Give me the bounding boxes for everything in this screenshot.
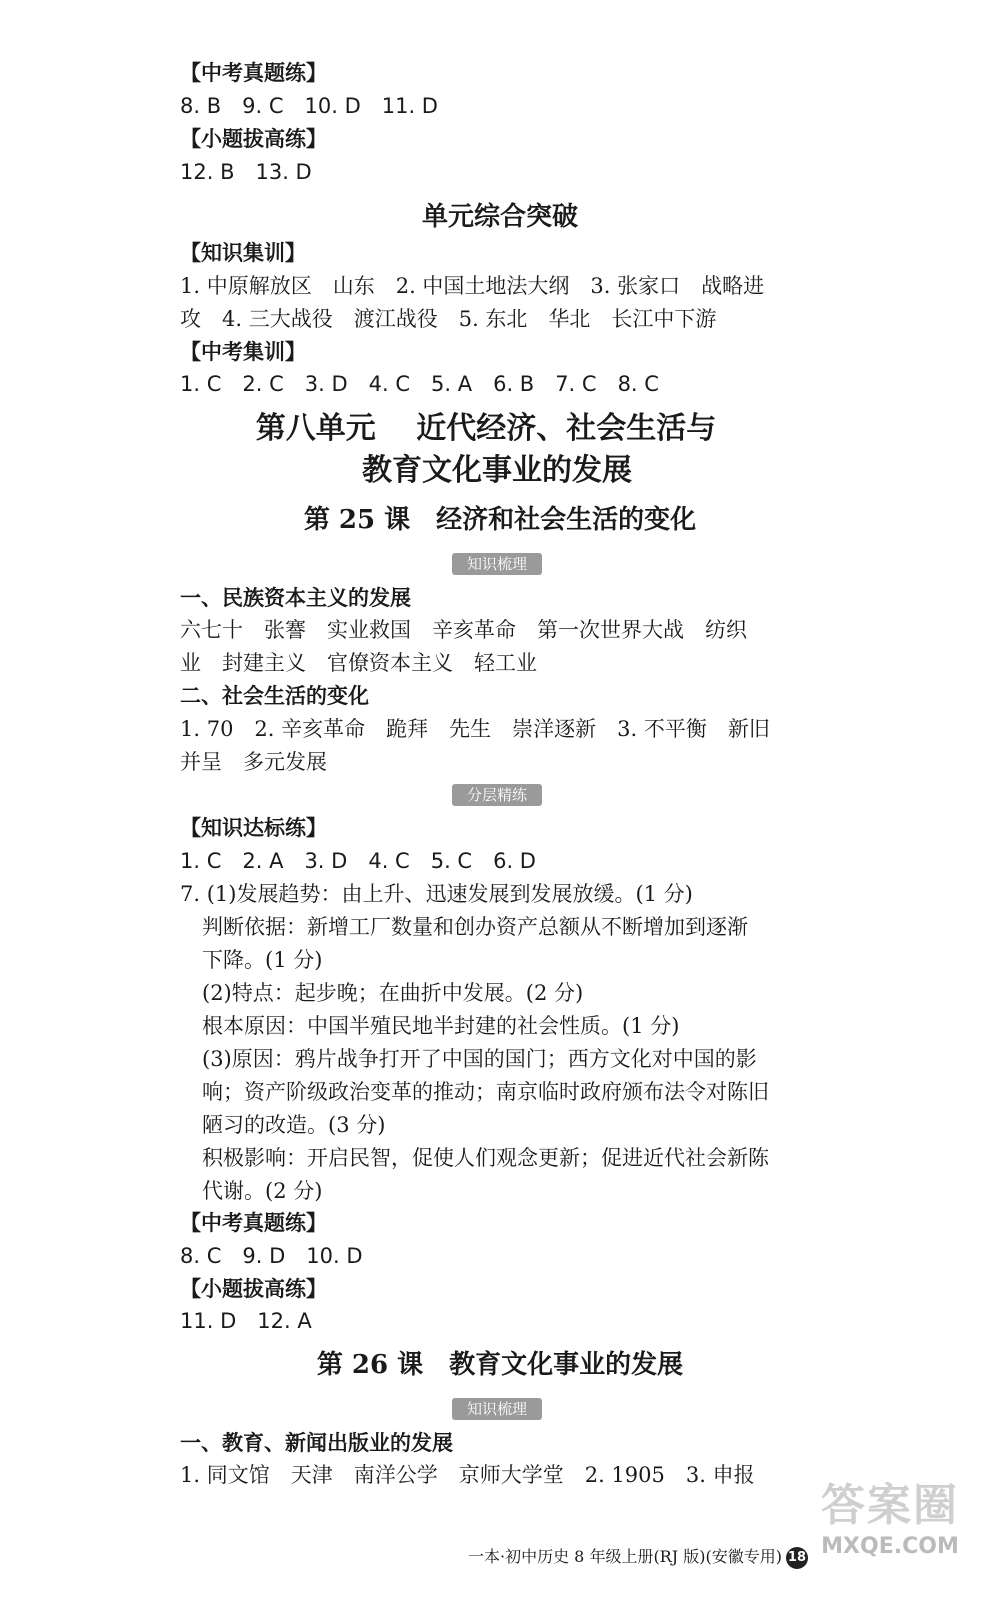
q7-line: 7. (1)发展趋势：由上升、迅速发展到发展放缓。(1 分)	[180, 882, 693, 906]
heading-zhongkao-jixun: 【中考集训】	[180, 340, 306, 364]
review-mc-answers: 1. C 2. C 3. D 4. C 5. A 6. B 7. C 8. C	[180, 372, 659, 396]
capitalism-text-line-2: 业 封建主义 官僚资本主义 轻工业	[180, 651, 537, 675]
footer-book-title: 一本·初中历史 8 年级上册(RJ 版)(安徽专用)	[468, 1547, 782, 1566]
q7-line: 陋习的改造。(3 分)	[202, 1113, 386, 1137]
watermark-top: 答案圈	[821, 1480, 959, 1531]
q7-line: (2)特点：起步晚；在曲折中发展。(2 分)	[202, 981, 584, 1005]
lesson-26-title: 第 26 课 教育文化事业的发展	[316, 1350, 684, 1380]
lesson-25-title: 第 25 课 经济和社会生活的变化	[303, 505, 697, 535]
q7-line: 代谢。(2 分)	[202, 1179, 323, 1203]
review-answer-line-2: 攻 4. 三大战役 渡江战役 5. 东北 华北 长江中下游	[180, 307, 717, 331]
q7-line: 根本原因：中国半殖民地半封建的社会性质。(1 分)	[202, 1014, 680, 1038]
heading-education-publishing: 一、教育、新闻出版业的发展	[180, 1431, 453, 1455]
page-footer	[468, 1544, 808, 1569]
heading-national-capitalism: 一、民族资本主义的发展	[180, 586, 411, 610]
q7-line: 判断依据：新增工厂数量和创办资产总额从不断增加到逐渐	[202, 915, 748, 939]
q7-line: (3)原因：鸦片战争打开了中国的国门；西方文化对中国的影	[202, 1047, 757, 1071]
heading-social-life-change: 二、社会生活的变化	[180, 684, 369, 708]
answers-11-12: 11. D 12. A	[180, 1309, 312, 1333]
answers-8-11: 8. B 9. C 10. D 11. D	[180, 94, 438, 118]
answers-8-10: 8. C 9. D 10. D	[180, 1244, 363, 1268]
section-title-unit-review: 单元综合突破	[421, 202, 578, 232]
heading-zhongkao-zhenti: 【中考真题练】	[180, 61, 327, 85]
badge-fenceng-jinglian: 分层精练	[452, 784, 542, 806]
heading-zhishi-jixun: 【知识集训】	[180, 241, 306, 265]
badge-zhishi-shuli: 知识梳理	[452, 553, 542, 575]
heading-xiaoti-bagao: 【小题拔高练】	[180, 127, 327, 151]
social-life-text-line-2: 并呈 多元发展	[180, 750, 327, 774]
education-text-line-1: 1. 同文馆 天津 南洋公学 京师大学堂 2. 1905 3. 申报	[180, 1463, 755, 1487]
review-answer-line-1: 1. 中原解放区 山东 2. 中国土地法大纲 3. 张家口 战略进	[180, 274, 765, 298]
unit-title-line-2: 教育文化事业的发展	[362, 453, 632, 488]
page-number: 18	[786, 1547, 808, 1569]
unit-title-line-1: 第八单元 近代经济、社会生活与	[255, 411, 717, 446]
q7-line: 响；资产阶级政治变革的推动；南京临时政府颁布法令对陈旧	[202, 1080, 769, 1104]
watermark-logo	[800, 1478, 980, 1568]
heading-xiaoti-bagao-2: 【小题拔高练】	[180, 1277, 327, 1301]
capitalism-text-line-1: 六七十 张謇 实业救国 辛亥革命 第一次世界大战 纺织	[180, 618, 747, 642]
badge-zhishi-shuli-2: 知识梳理	[452, 1398, 542, 1420]
social-life-text-line-1: 1. 70 2. 辛亥革命 跪拜 先生 崇洋逐新 3. 不平衡 新旧	[180, 717, 770, 741]
q7-line: 积极影响：开启民智，促使人们观念更新；促进近代社会新陈	[202, 1146, 769, 1170]
heading-zhishi-dabiao: 【知识达标练】	[180, 816, 327, 840]
q7-line: 下降。(1 分)	[202, 948, 323, 972]
watermark-bottom: MXQE.COM	[821, 1534, 959, 1559]
heading-zhongkao-zhenti-2: 【中考真题练】	[180, 1211, 327, 1235]
answers-12-13: 12. B 13. D	[180, 160, 312, 184]
answers-1-6: 1. C 2. A 3. D 4. C 5. C 6. D	[180, 849, 536, 873]
